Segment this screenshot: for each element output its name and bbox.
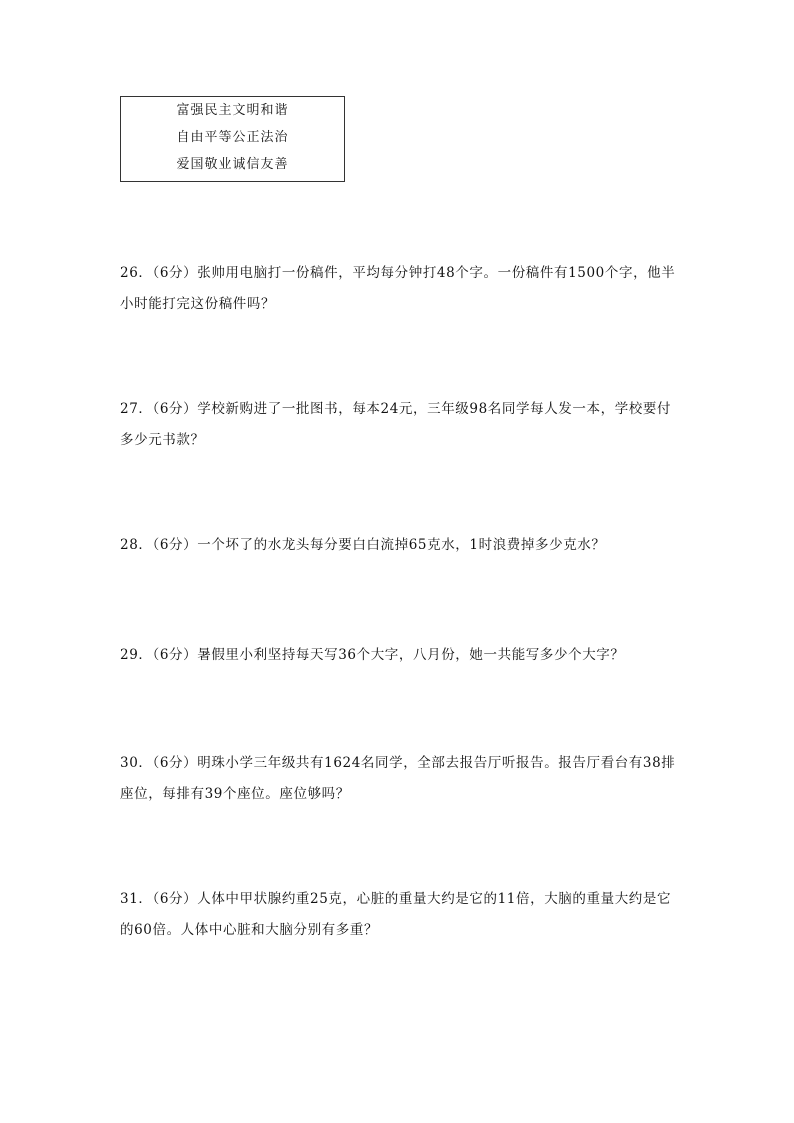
question-text: 人体中甲状腺约重25克，心脏的重量大约是它的11倍，大脑的重量大约是它的60倍。人体中心脏和大脑分别有多重？ <box>120 891 672 938</box>
question-26 <box>120 258 676 320</box>
question-number: 30． <box>120 755 153 771</box>
question-number: 26． <box>120 265 153 281</box>
question-text: 暑假里小利坚持每天写36个大字，八月份，她一共能写多少个大字？ <box>197 647 625 663</box>
question-30 <box>120 748 676 810</box>
question-27 <box>120 394 676 456</box>
question-number: 31． <box>120 891 153 907</box>
question-score: （6分） <box>152 537 198 553</box>
question-28 <box>120 530 676 561</box>
question-31 <box>120 884 676 946</box>
question-text: 一个坏了的水龙头每分要白白流掉65克水，1时浪费掉多少克水？ <box>197 537 606 553</box>
slogan-box <box>120 96 345 182</box>
slogan-line: 爱国敬业诚信友善 <box>176 157 289 172</box>
question-number: 27． <box>120 401 153 417</box>
slogan-line: 自由平等公正法治 <box>176 130 289 145</box>
question-score: （6分） <box>152 891 198 907</box>
question-score: （6分） <box>152 647 198 663</box>
question-score: （6分） <box>152 755 198 771</box>
slogan-line: 富强民主文明和谐 <box>176 103 289 118</box>
question-number: 28． <box>120 537 153 553</box>
question-text: 学校新购进了一批图书，每本24元，三年级98名同学每人发一本，学校要付多少元书款？ <box>120 401 672 448</box>
question-score: （6分） <box>152 265 198 281</box>
question-text: 张帅用电脑打一份稿件，平均每分钟打48个字。一份稿件有1500个字，他半小时能打完这份稿件吗？ <box>120 265 676 312</box>
question-number: 29． <box>120 647 153 663</box>
question-score: （6分） <box>152 401 198 417</box>
question-29 <box>120 640 676 671</box>
question-text: 明珠小学三年级共有1624名同学，全部去报告厅听报告。报告厅看台有38排座位，每排有39个座位。座位够吗？ <box>120 755 676 802</box>
